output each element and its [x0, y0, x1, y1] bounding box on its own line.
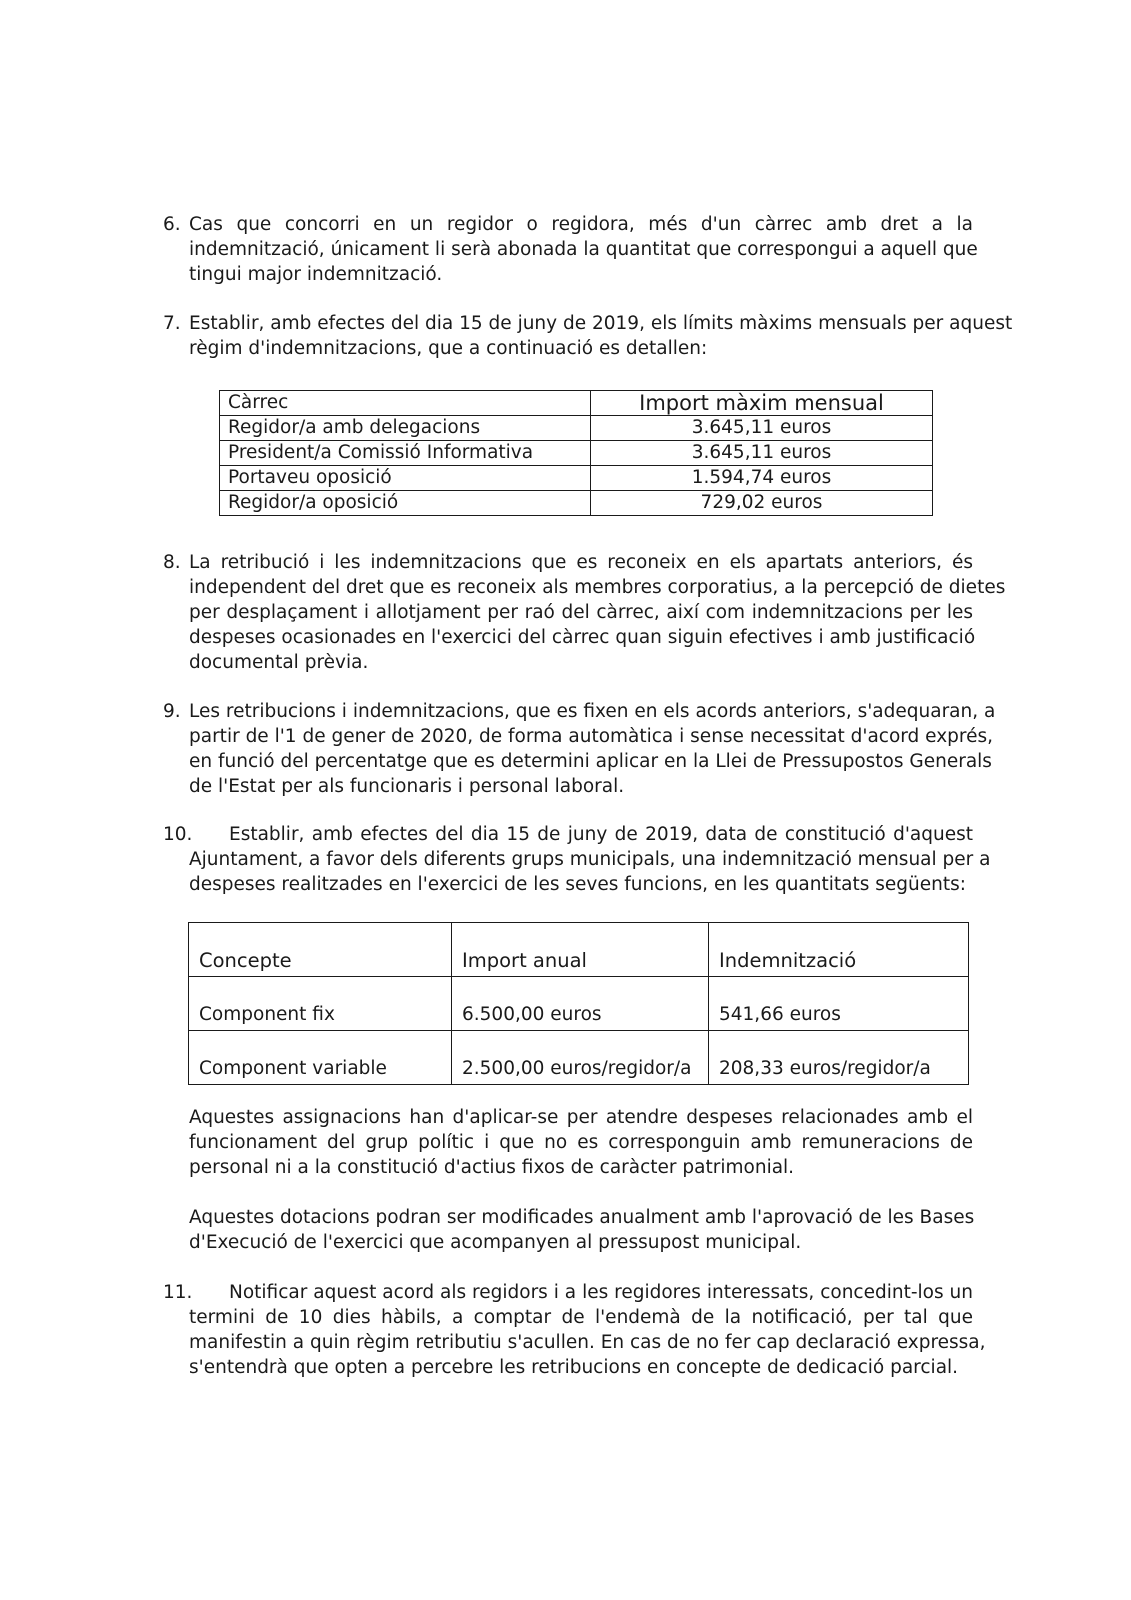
- item-text: [189, 822, 991, 897]
- table-cell: 2.500,00 euros/regidor/a: [452, 1031, 709, 1085]
- text-line: Establir, amb efectes del dia 15 de juny de 2019, els límits màxims mensuals per aquest: [189, 313, 1013, 334]
- text-line: Ajuntament, a favor dels diferents grups municipals, una indemnització mensual per a: [189, 849, 991, 870]
- table-row: [220, 466, 933, 491]
- text-line: Establir, amb efectes del dia 15 de juny de 2019, data de constitució d'aquest: [229, 824, 973, 845]
- list-item-7: [163, 311, 1013, 361]
- table-cell: 208,33 euros/regidor/a: [709, 1031, 969, 1085]
- table-cell: Regidor/a amb delegacions: [220, 416, 591, 441]
- table-header: Import anual: [452, 923, 709, 977]
- table-row: [220, 441, 933, 466]
- text-line: despeses realitzades en l'exercici de les seves funcions, en les quantitats següents:: [189, 874, 966, 895]
- table-header: Concepte: [189, 923, 452, 977]
- text-line: Notificar aquest acord als regidors i a les regidores interessats, concedint-los un: [229, 1282, 973, 1303]
- list-item-10: [163, 822, 991, 897]
- table-header-row: [189, 923, 969, 977]
- item-number: 6.: [163, 214, 181, 235]
- table-header: Import màxim mensual: [591, 391, 933, 416]
- text-line: personal ni a la constitució d'actius fixos de caràcter patrimonial.: [189, 1157, 795, 1178]
- table-cell: Portaveu oposició: [220, 466, 591, 491]
- table-cell: Component variable: [189, 1031, 452, 1085]
- table-cell: President/a Comissió Informativa: [220, 441, 591, 466]
- table-cell: Regidor/a oposició: [220, 491, 591, 516]
- list-item-6: [163, 212, 978, 287]
- table-row: [220, 491, 933, 516]
- item-text: [189, 212, 978, 287]
- text-line: partir de l'1 de gener de 2020, de forma automàtica i sense necessitat d'acord exprés,: [189, 726, 994, 747]
- table-cell: 3.645,11 euros: [591, 441, 933, 466]
- item-text: [189, 699, 996, 799]
- text-line: tingui major indemnització.: [189, 264, 443, 285]
- table-cell: 1.594,74 euros: [591, 466, 933, 491]
- text-line: documental prèvia.: [189, 652, 369, 673]
- text-line: Les retribucions i indemnitzacions, que es fixen en els acords anteriors, s'adequaran, a: [189, 701, 996, 722]
- text-line: funcionament del grup polític i que no es corresponguin amb remuneracions de: [189, 1132, 973, 1153]
- text-line: d'Execució de l'exercici que acompanyen al pressupost municipal.: [189, 1232, 802, 1253]
- table-header-row: [220, 391, 933, 416]
- table-cell: 6.500,00 euros: [452, 977, 709, 1031]
- item-number: 9.: [163, 701, 181, 722]
- paragraph-dotacions: [189, 1205, 973, 1255]
- table-cell: Component fix: [189, 977, 452, 1031]
- paragraph-assignacions: [189, 1105, 973, 1180]
- text-line: termini de 10 dies hàbils, a comptar de l'endemà de la notificació, per tal que: [189, 1307, 973, 1328]
- text-line: indemnització, únicament li serà abonada la quantitat que correspongui a aquell que: [189, 239, 978, 260]
- table-header: Càrrec: [220, 391, 591, 416]
- text-line: despeses ocasionades en l'exercici del càrrec quan siguin efectives i amb justificació: [189, 627, 976, 648]
- table-header: Indemnització: [709, 923, 969, 977]
- item-number: 10.: [163, 824, 193, 845]
- text-line: en funció del percentatge que es determini aplicar en la Llei de Pressupostos Generals: [189, 751, 992, 772]
- table-row: [189, 977, 969, 1031]
- table-cell: 3.645,11 euros: [591, 416, 933, 441]
- list-item-11: [163, 1280, 986, 1380]
- item-text: [189, 550, 1006, 675]
- text-line: de l'Estat per als funcionaris i personal laboral.: [189, 776, 625, 797]
- text-line: Aquestes assignacions han d'aplicar-se per atendre despeses relacionades amb el: [189, 1107, 973, 1128]
- text-line: per desplaçament i allotjament per raó del càrrec, així com indemnitzacions per les: [189, 602, 973, 623]
- text-line: Cas que concorri en un regidor o regidora, més d'un càrrec amb dret a la: [189, 214, 973, 235]
- text-line: La retribució i les indemnitzacions que es reconeix en els apartats anteriors, és: [189, 552, 973, 573]
- item-number: 7.: [163, 313, 181, 334]
- item-number: 11.: [163, 1282, 193, 1303]
- item-number: 8.: [163, 552, 181, 573]
- list-item-8: [163, 550, 1006, 675]
- list-item-9: [163, 699, 996, 799]
- item-text: [189, 311, 1013, 361]
- text-line: s'entendrà que opten a percebre les retribucions en concepte de dedicació parcial.: [189, 1357, 959, 1378]
- table-cell: 541,66 euros: [709, 977, 969, 1031]
- table-row: [189, 1031, 969, 1085]
- table-cell: 729,02 euros: [591, 491, 933, 516]
- text-line: règim d'indemnitzacions, que a continuació es detallen:: [189, 338, 708, 359]
- max-monthly-table: [219, 390, 933, 516]
- text-line: manifestin a quin règim retributiu s'acullen. En cas de no fer cap declaració expressa,: [189, 1332, 986, 1353]
- text-line: independent del dret que es reconeix als membres corporatius, a la percepció de dietes: [189, 577, 1006, 598]
- text-line: Aquestes dotacions podran ser modificades anualment amb l'aprovació de les Bases: [189, 1207, 975, 1228]
- table-row: [220, 416, 933, 441]
- item-text: [189, 1280, 986, 1380]
- group-allowance-table: [188, 922, 969, 1085]
